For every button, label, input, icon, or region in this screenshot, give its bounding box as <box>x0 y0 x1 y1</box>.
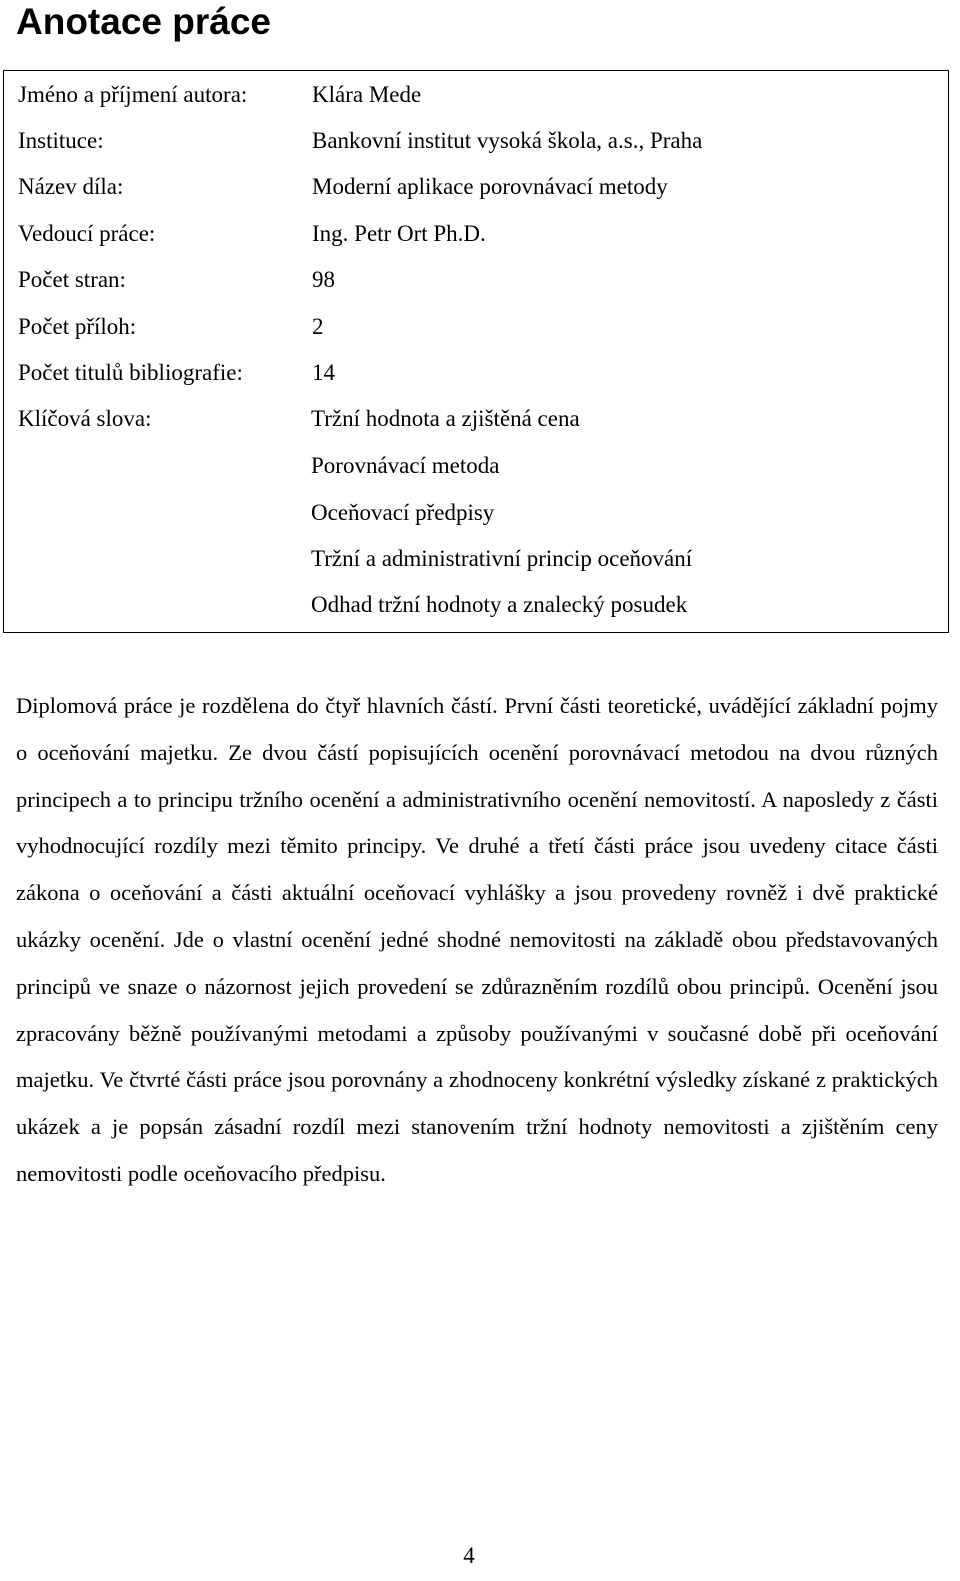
keywords-label: Klíčová slova: <box>18 406 152 431</box>
keyword-item: Tržní hodnota a zjištěná cena <box>311 406 580 431</box>
institution-label: Instituce: <box>18 128 104 153</box>
supervisor-label: Vedoucí práce: <box>18 221 156 246</box>
pages-value: 98 <box>312 267 335 292</box>
keyword-item: Tržní a administrativní princip oceňování <box>311 546 693 571</box>
supervisor-value: Ing. Petr Ort Ph.D. <box>312 221 486 246</box>
bibliography-value: 14 <box>312 360 335 385</box>
attachments-label: Počet příloh: <box>18 314 137 339</box>
bibliography-label: Počet titulů bibliografie: <box>18 360 243 385</box>
pages-label: Počet stran: <box>18 267 126 292</box>
author-value: Klára Mede <box>312 82 422 107</box>
keyword-item: Porovnávací metoda <box>311 453 500 478</box>
page-number: 4 <box>463 1543 475 1568</box>
institution-value: Bankovní institut vysoká škola, a.s., Praha <box>312 128 703 153</box>
author-label: Jméno a příjmení autora: <box>18 82 248 107</box>
title-label: Název díla: <box>18 174 124 199</box>
keyword-item: Odhad tržní hodnoty a znalecký posudek <box>311 592 688 617</box>
page-title: Anotace práce <box>16 1 271 42</box>
annotation-table <box>3 70 949 633</box>
abstract-paragraph: Diplomová práce je rozdělena do čtyř hlavních částí. První části teoretické, uvádějící základní pojmy o oceňování majetku. Ze dvou částí popisujících ocenění porovnávací metodou na dvou různých principech a to principu tržního ocenění a administrativního ocenění nemovitostí. A naposledy z části vyhodnocující rozdíly mezi těmito principy. Ve druhé a třetí části práce jsou uvedeny citace části zákona o oceňování a části aktuální oceňovací vyhlášky a jsou provedeny rovněž i dvě praktické ukázky ocenění. Jde o vlastní ocenění jedné shodné nemovitosti na základě obou představovaných principů ve snaze o názornost jejich provedení se zdůrazněním rozdílů obou principů. Ocenění jsou zpracovány běžně používanými metodami a způsoby používanými v současné době při oceňování majetku. Ve čtvrté části práce jsou porovnány a zhodnoceny konkrétní výsledky získané z praktických ukázek a je popsán zásadní rozdíl mezi stanovením tržní hodnoty nemovitosti a zjištěním ceny nemovitosti podle oceňovacího předpisu. <box>16 693 938 1186</box>
attachments-value: 2 <box>312 314 324 339</box>
title-value: Moderní aplikace porovnávací metody <box>312 174 668 199</box>
keyword-item: Oceňovací předpisy <box>311 500 495 525</box>
